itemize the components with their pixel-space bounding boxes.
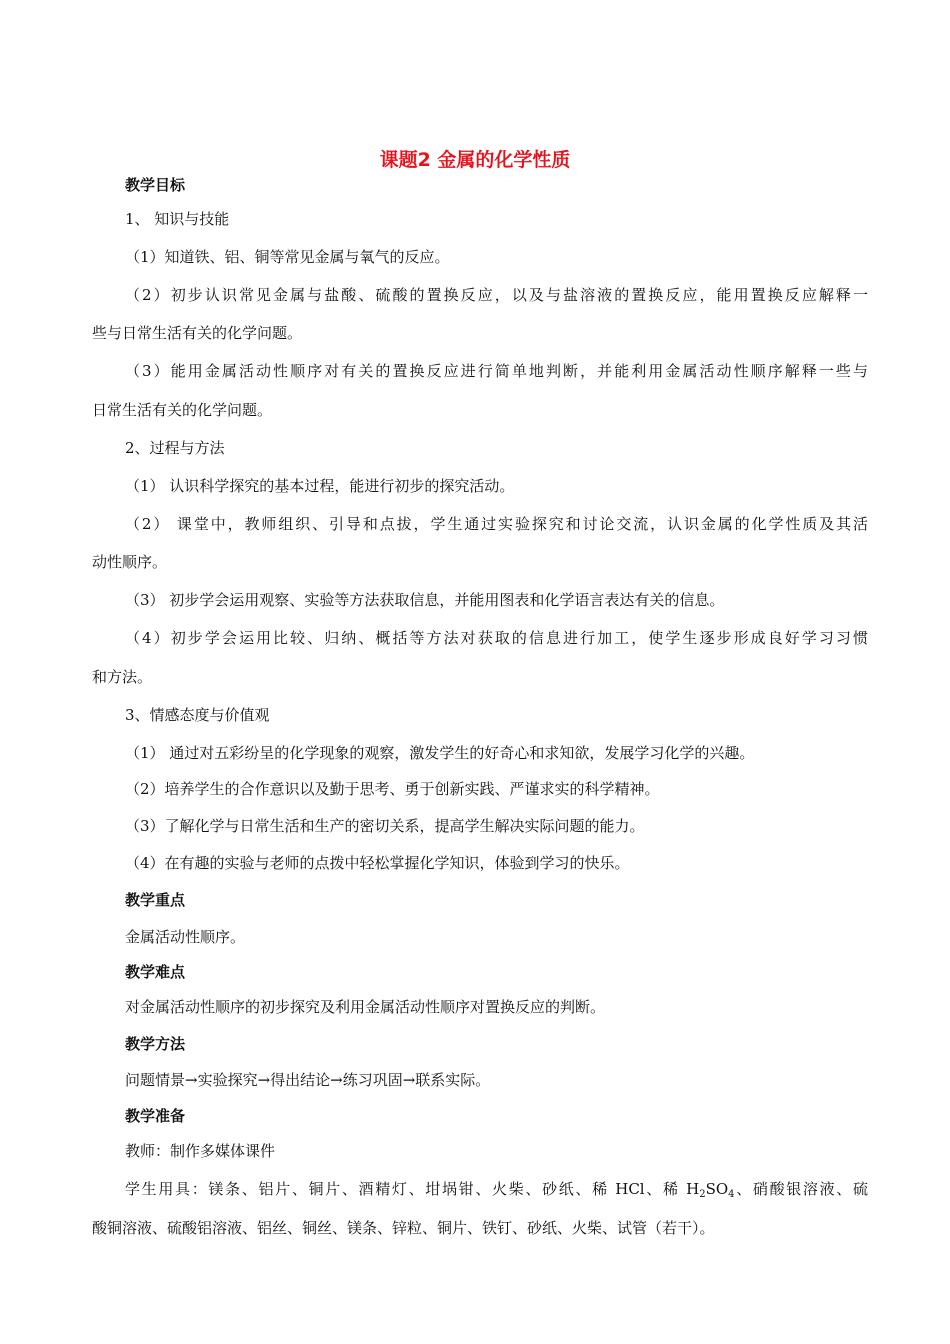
objectives-heading: 教学目标 <box>125 176 186 194</box>
process-item-4-line-1: （4）初步学会运用比较、归纳、概括等方法对获取的信息进行加工，使学生逐步形成良好学习习惯 <box>125 629 868 647</box>
difficulty-heading: 教学难点 <box>125 963 186 981</box>
student-supplies-part-c: 、硝酸银溶液、硫 <box>734 1180 868 1198</box>
method-text: 问题情景→实验探究→得出结论→练习巩固→联系实际。 <box>125 1071 491 1089</box>
knowledge-item-2-line-1: （2）初步认识常见金属与盐酸、硫酸的置换反应，以及与盐溶液的置换反应，能用置换反应解释一 <box>125 286 868 304</box>
knowledge-item-3-line-1: （3）能用金属活动性顺序对有关的置换反应进行简单地判断，并能利用金属活动性顺序解释一些与 <box>125 362 868 380</box>
key-point-heading: 教学重点 <box>125 891 186 909</box>
process-item-2-line-2: 动性顺序。 <box>92 553 168 571</box>
attitude-item-3: （3）了解化学与日常生活和生产的密切关系，提高学生解决实际问题的能力。 <box>125 817 645 835</box>
process-heading: 2、过程与方法 <box>125 439 225 457</box>
method-heading: 教学方法 <box>125 1035 186 1053</box>
preparation-student-line-1 <box>125 1178 868 1200</box>
preparation-teacher: 教师：制作多媒体课件 <box>125 1142 276 1160</box>
attitude-item-2: （2）培养学生的合作意识以及勤于思考、勇于创新实践、严谨求实的科学精神。 <box>125 780 660 798</box>
attitude-item-4: （4）在有趣的实验与老师的点拨中轻松掌握化学知识，体验到学习的快乐。 <box>125 854 630 872</box>
attitude-item-1: （1） 通过对五彩纷呈的化学现象的观察，激发学生的好奇心和求知欲，发展学习化学的兴趣。 <box>125 744 755 762</box>
subscript-2: 2 <box>699 1189 706 1200</box>
student-supplies-part-a: 学生用具：镁条、铝片、铜片、酒精灯、坩埚钳、火柴、砂纸、稀 HCl、稀 H <box>125 1180 700 1198</box>
knowledge-item-1: （1）知道铁、铝、铜等常见金属与氧气的反应。 <box>125 248 450 266</box>
document-title: 课题2 金属的化学性质 <box>379 149 571 171</box>
subscript-4: 4 <box>728 1189 735 1200</box>
process-item-4-line-2: 和方法。 <box>92 668 153 686</box>
knowledge-item-3-line-2: 日常生活有关的化学问题。 <box>92 401 273 419</box>
process-item-3: （3） 初步学会运用观察、实验等方法获取信息，并能用图表和化学语言表达有关的信息。 <box>125 591 725 609</box>
difficulty-text: 对金属活动性顺序的初步探究及利用金属活动性顺序对置换反应的判断。 <box>125 998 606 1016</box>
preparation-heading: 教学准备 <box>125 1107 186 1125</box>
process-item-1: （1） 认识科学探究的基本过程，能进行初步的探究活动。 <box>125 477 515 495</box>
student-supplies-part-b: SO <box>705 1180 729 1198</box>
key-point-text: 金属活动性顺序。 <box>125 928 246 946</box>
preparation-student-line-2: 酸铜溶液、硫酸铝溶液、铝丝、铜丝、镁条、锌粒、铜片、铁钉、砂纸、火柴、试管（若干）。 <box>92 1219 715 1237</box>
attitude-heading: 3、情感态度与价值观 <box>125 706 270 724</box>
knowledge-heading: 1、 知识与技能 <box>125 210 230 228</box>
knowledge-item-2-line-2: 些与日常生活有关的化学问题。 <box>92 324 303 342</box>
process-item-2-line-1: （2） 课堂中，教师组织、引导和点拔，学生通过实验探究和讨论交流，认识金属的化学性质及其活 <box>125 515 868 533</box>
